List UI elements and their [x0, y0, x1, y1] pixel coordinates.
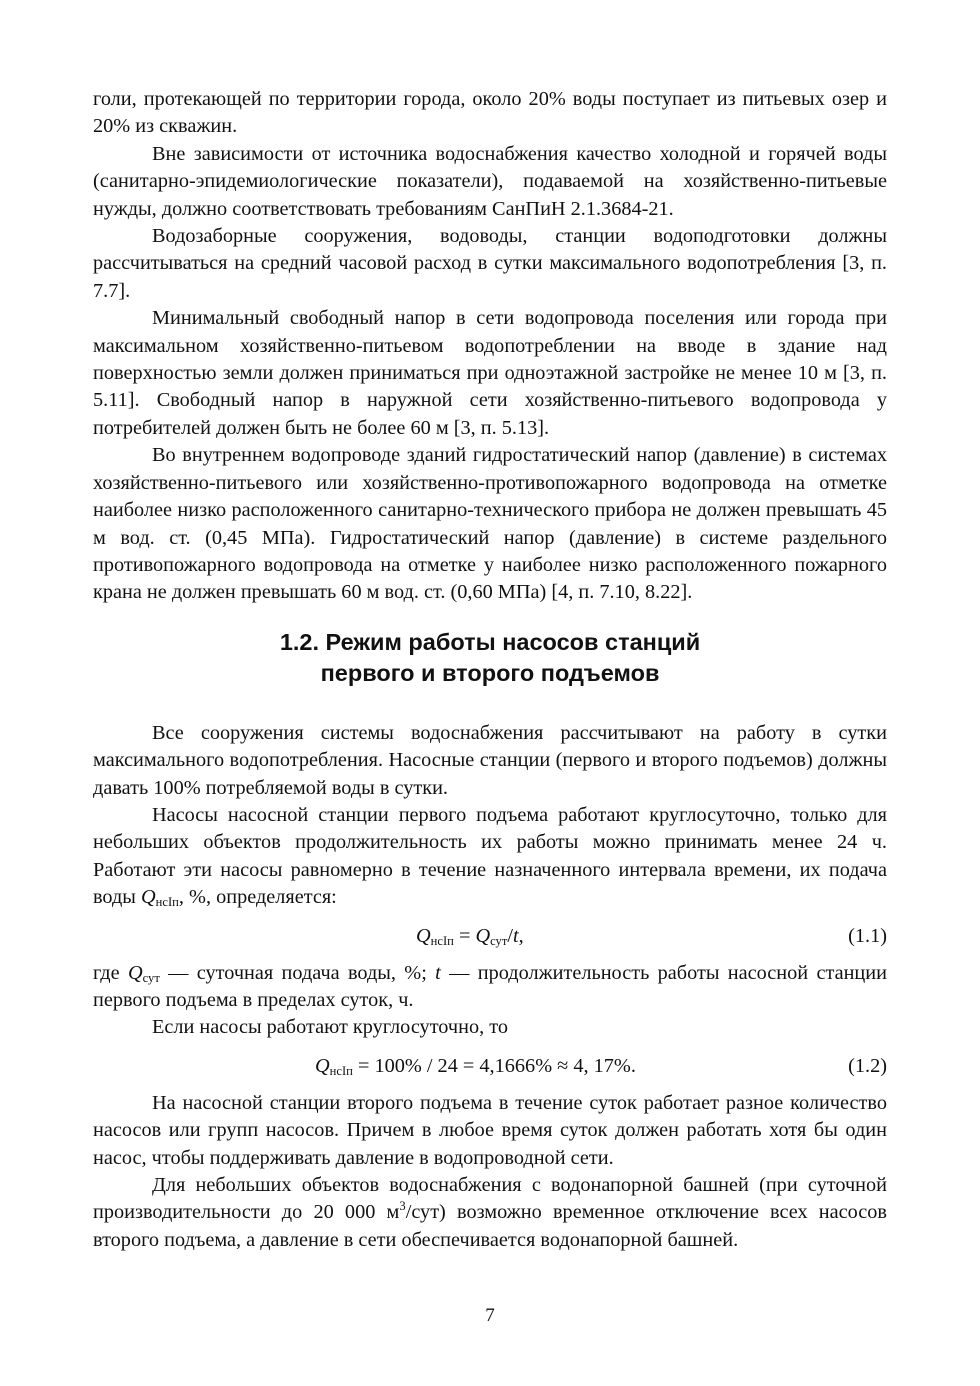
paragraph: Для небольших объектов водоснабжения с водонапорной башней (при суточной производительности до 20 000 $м^3/сут$) возможно временное отключение всех насосов второго подъема, а давление в сети обеспечивается водонапорной башней.	[93, 1174, 887, 1251]
paragraph: голи, протекающей по территории города, около 20% воды поступает из питьевых озер и 20% из скважин.	[93, 88, 887, 138]
paragraph: Минимальный свободный напор в сети водопровода поселения или города при максимальном хозяйственно-питьевом водопотреблении на вводе в здание над поверхностью земли должен приниматься при одноэтажной застройке не менее 10 м [3, п. 5.11]. Свободный напор в наружной сети хозяйственно-питьевого водопровода у потребителей должен быть не более 60 м [3, п. 5.13].	[93, 307, 887, 439]
paragraph: Водозаборные сооружения, водоводы, станции водоподготовки должны рассчитываться на средний часовой расход в сутки максимального водопотребления [3, п. 7.7].	[93, 225, 887, 302]
page-number: 7	[485, 1305, 495, 1326]
document-page	[93, 86, 887, 1254]
paragraph: Во внутреннем водопроводе зданий гидростатический напор (давление) в системах хозяйственно-питьевого или хозяйственно-противопожарного водопровода на отметке наиболее низко расположенного санитарно-технического прибора не должен превышать 45 м вод. ст. (0,45 МПа). Гидростатический напор (давление) в системе раздельного противопожарного водопровода на отметке у наиболее низко расположенного пожарного крана не должен превышать 60 м вод. ст. (0,60 МПа) [4, п. 7.10, 8.22].	[93, 444, 887, 604]
section-heading	[93, 627, 887, 689]
formula-number: (1.2)	[848, 1054, 887, 1077]
formula-1-1	[93, 923, 887, 950]
section-heading-line1: 1.2. Режим работы насосов станций	[279, 628, 701, 655]
formula-expression: $Q_{нсIп} = Q_{сут}/t$,	[416, 924, 524, 948]
paragraph: На насосной станции второго подъема в течение суток работает разное количество насосов или групп насосов. Причем в любое время суток должен работать хотя бы один насос, чтобы поддерживать давление в водопроводной сети.	[93, 1091, 887, 1169]
formula-1-2	[93, 1053, 887, 1080]
paragraph: Все сооружения системы водоснабжения рассчитывают на работу в сутки максимального водопотребления. Насосные станции (первого и второго подъемов) должны давать 100% потребляемой воды в сутки.	[93, 721, 887, 799]
paragraph: Если насосы работают круглосуточно, то	[152, 1016, 508, 1039]
paragraph: Насосы насосной станции первого подъема работают круглосуточно, только для небольших объектов продолжительность их работы можно принимать менее 24 ч. Работают эти насосы равномерно в течение назначенного интервала времени, их подача воды $Q_{нсIп}$, %, определяется:	[93, 803, 887, 910]
paragraph: где $Q_{сут}$ — суточная подача воды, %; t — продолжительность работы насосной станции первого подъема в пределах суток, ч.	[93, 961, 887, 1011]
formula-expression: $Q_{нсIп} = 100\% / 24 = 4,1666\% \approx 4$, 17%.	[315, 1054, 636, 1078]
paragraph: Вне зависимости от источника водоснабжения качество холодной и горячей воды (санитарно-эпидемиологические показатели), подаваемой на хозяйственно-питьевые нужды, должно соответствовать требованиям СанПиН 2.1.3684-21.	[93, 142, 887, 220]
formula-number: (1.1)	[848, 924, 887, 947]
section-heading-line2: первого и второго подъемов	[320, 659, 660, 686]
